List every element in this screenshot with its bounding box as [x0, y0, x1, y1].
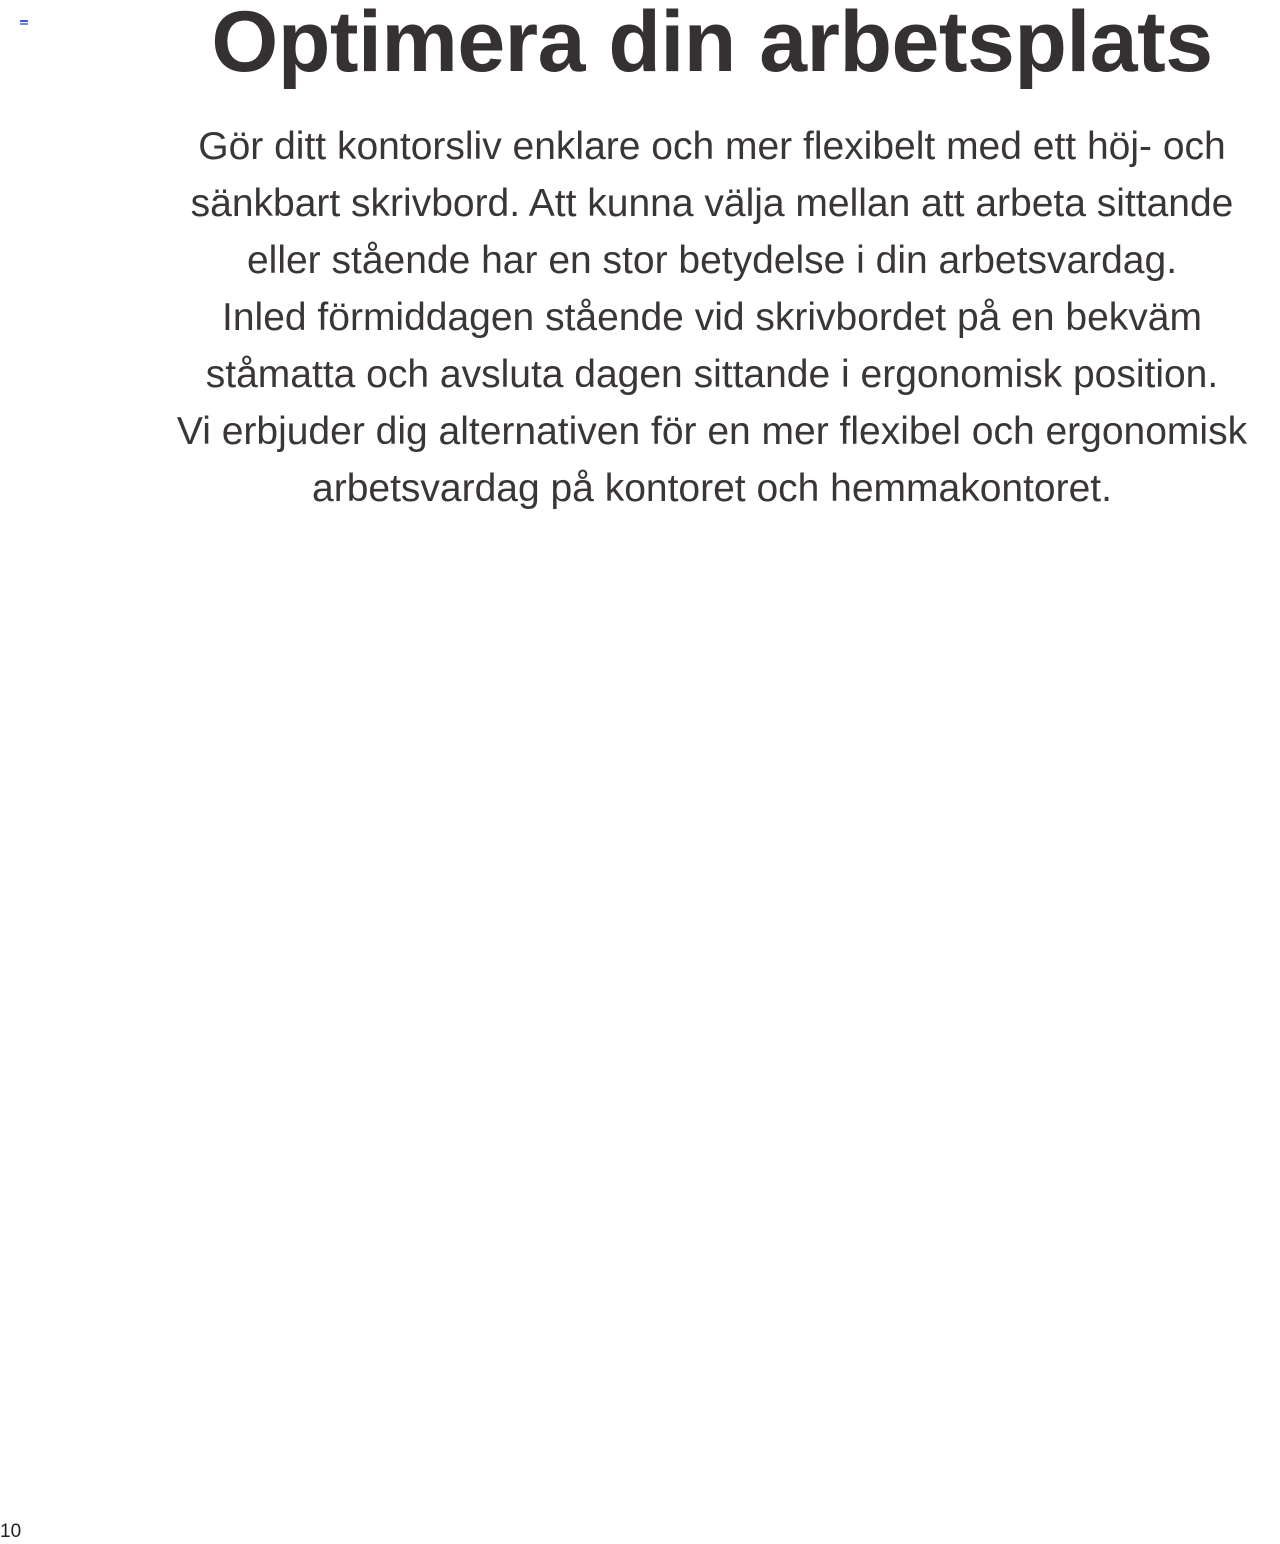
page-title: Optimera din arbetsplats — [211, 0, 1213, 90]
intro-paragraph — [142, 118, 1280, 517]
intro-line: ståmatta och avsluta dagen sittande i ergonomisk position. — [205, 353, 1219, 396]
corner-mark-bar — [20, 23, 28, 25]
intro-line: Vi erbjuder dig alternativen för en mer flexibel och ergonomisk — [176, 410, 1248, 453]
intro-line: eller stående har en stor betydelse i din arbetsvardag. — [246, 239, 1178, 282]
intro-line: arbetsvardag på kontoret och hemmakontoret. — [312, 467, 1112, 510]
page-number: 10 — [0, 1521, 22, 1542]
intro-line: Inled förmiddagen stående vid skrivbordet på en bekväm — [222, 296, 1202, 339]
corner-mark-bar — [20, 20, 28, 22]
intro-line: sänkbart skrivbord. Att kunna välja mellan att arbeta sittande — [190, 182, 1234, 225]
intro-line: Gör ditt kontorsliv enklare och mer flexibelt med ett höj- och — [198, 125, 1226, 168]
corner-mark-icon — [20, 20, 28, 26]
